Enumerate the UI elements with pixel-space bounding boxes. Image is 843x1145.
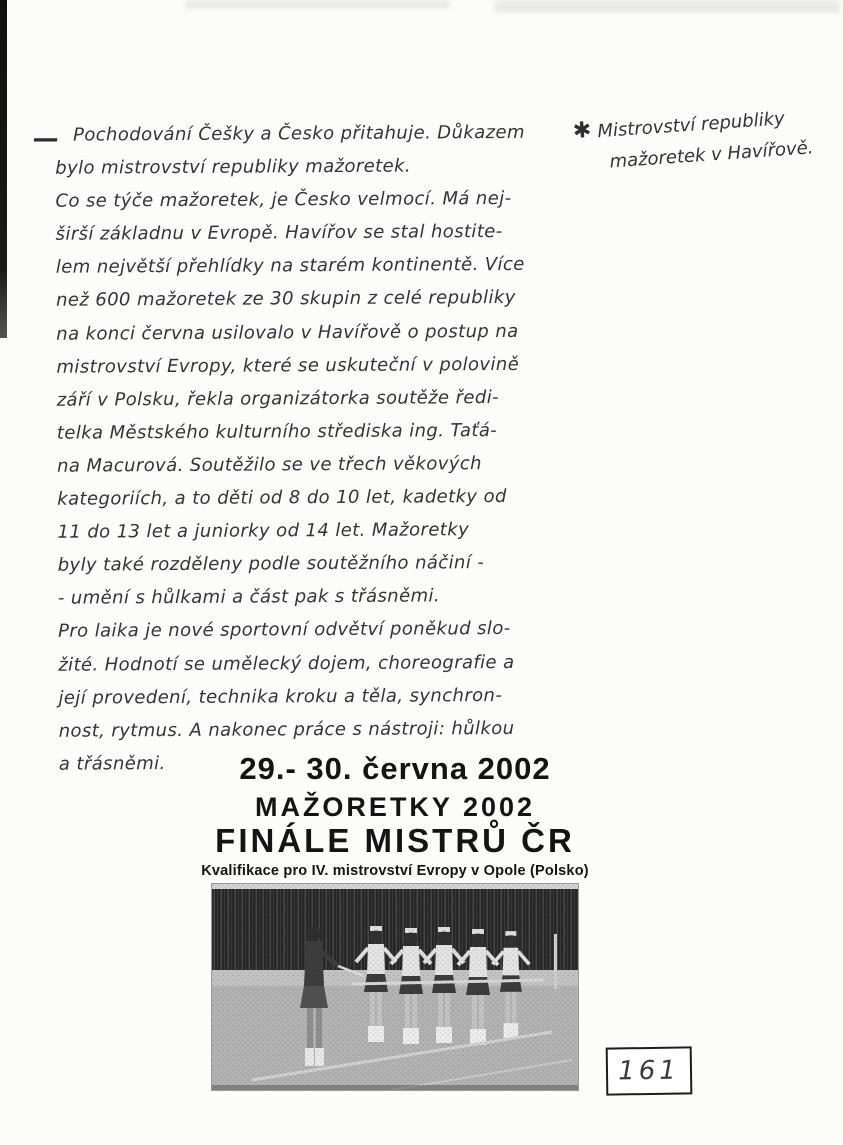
event-subheadline: Kvalifikace pro IV. mistrovství Evropy v Opole (Polsko) (201, 863, 589, 879)
handwritten-line: Pro laika je nové sportovní odvětví poněkud slo- (58, 618, 511, 643)
handwritten-line: Co se týče mažoretek, je Česko velmocí. Má nej- (55, 188, 512, 212)
page-number-box (606, 1046, 693, 1095)
handwritten-line: žité. Hodnotí se umělecký dojem, choreografie a (58, 651, 515, 676)
side-note-line: mažoretek v Havířově. (608, 137, 815, 173)
handwritten-line: Pochodování Češky a Česko přitahuje. Důkazem (72, 121, 525, 146)
handwritten-side-note (572, 98, 843, 179)
handwritten-line: bylo mistrovství republiky mažoretek. (55, 155, 412, 179)
event-title: MAŽORETKY 2002 (254, 792, 536, 822)
scan-edge-artifact (0, 0, 7, 338)
majorettes-photo (212, 884, 578, 1090)
handwritten-line: na Macurová. Soutěžilo se ve třech věkových (57, 453, 483, 477)
newspaper-clipping-header (180, 751, 610, 879)
handwritten-line: byly také rozděleny podle soutěžního náčiní - (57, 552, 485, 576)
handwritten-note (55, 121, 619, 786)
handwritten-line: mistrovství Evropy, které se uskuteční v polovině (56, 353, 520, 378)
handwritten-line: než 600 mažoretek ze 30 skupin z celé republiky (55, 287, 516, 312)
handwritten-line: a třásněmi. (58, 752, 166, 775)
handwritten-line: - umění s hůlkami a část pak s třásněmi. (57, 585, 441, 610)
page-number: 161 (617, 1055, 681, 1087)
handwritten-line: lem největší přehlídky na starém kontinentě. Více (55, 254, 525, 279)
scan-ghost-text-artifact (185, 0, 450, 9)
handwritten-line: kategoriích, a to děti od 8 do 10 let, kadetky od (57, 485, 507, 510)
event-headline: FINÁLE MISTRŮ ČR (215, 822, 575, 859)
scan-ghost-text-artifact (495, 0, 840, 13)
side-note-line: Mistrovství republiky (596, 108, 786, 143)
photo-bottom-edge-smear (212, 1085, 578, 1090)
handwritten-line: na konci června usilovalo v Havířově o postup na (56, 320, 519, 345)
handwritten-line: její provedení, technika kroku a těla, synchron- (58, 684, 503, 709)
asterisk-marker: ✱ (572, 117, 593, 144)
handwritten-line: telka Městského kulturního střediska ing. Taťá- (56, 419, 498, 444)
handwritten-line: nost, rytmus. A nakonec práce s nástroji: hůlkou (58, 717, 515, 742)
handwritten-dash-marker: — (33, 124, 59, 154)
handwritten-line: září v Polsku, řekla organizátorka soutěže ředi- (56, 386, 500, 411)
handwritten-line: širší základnu v Evropě. Havířov se stal hostite- (55, 221, 503, 245)
handwritten-line: 11 do 13 let a juniorky od 14 let. Mažoretky (57, 519, 470, 543)
event-date: 29.- 30. června 2002 (239, 751, 551, 786)
photo-halftone-texture (212, 884, 578, 1090)
